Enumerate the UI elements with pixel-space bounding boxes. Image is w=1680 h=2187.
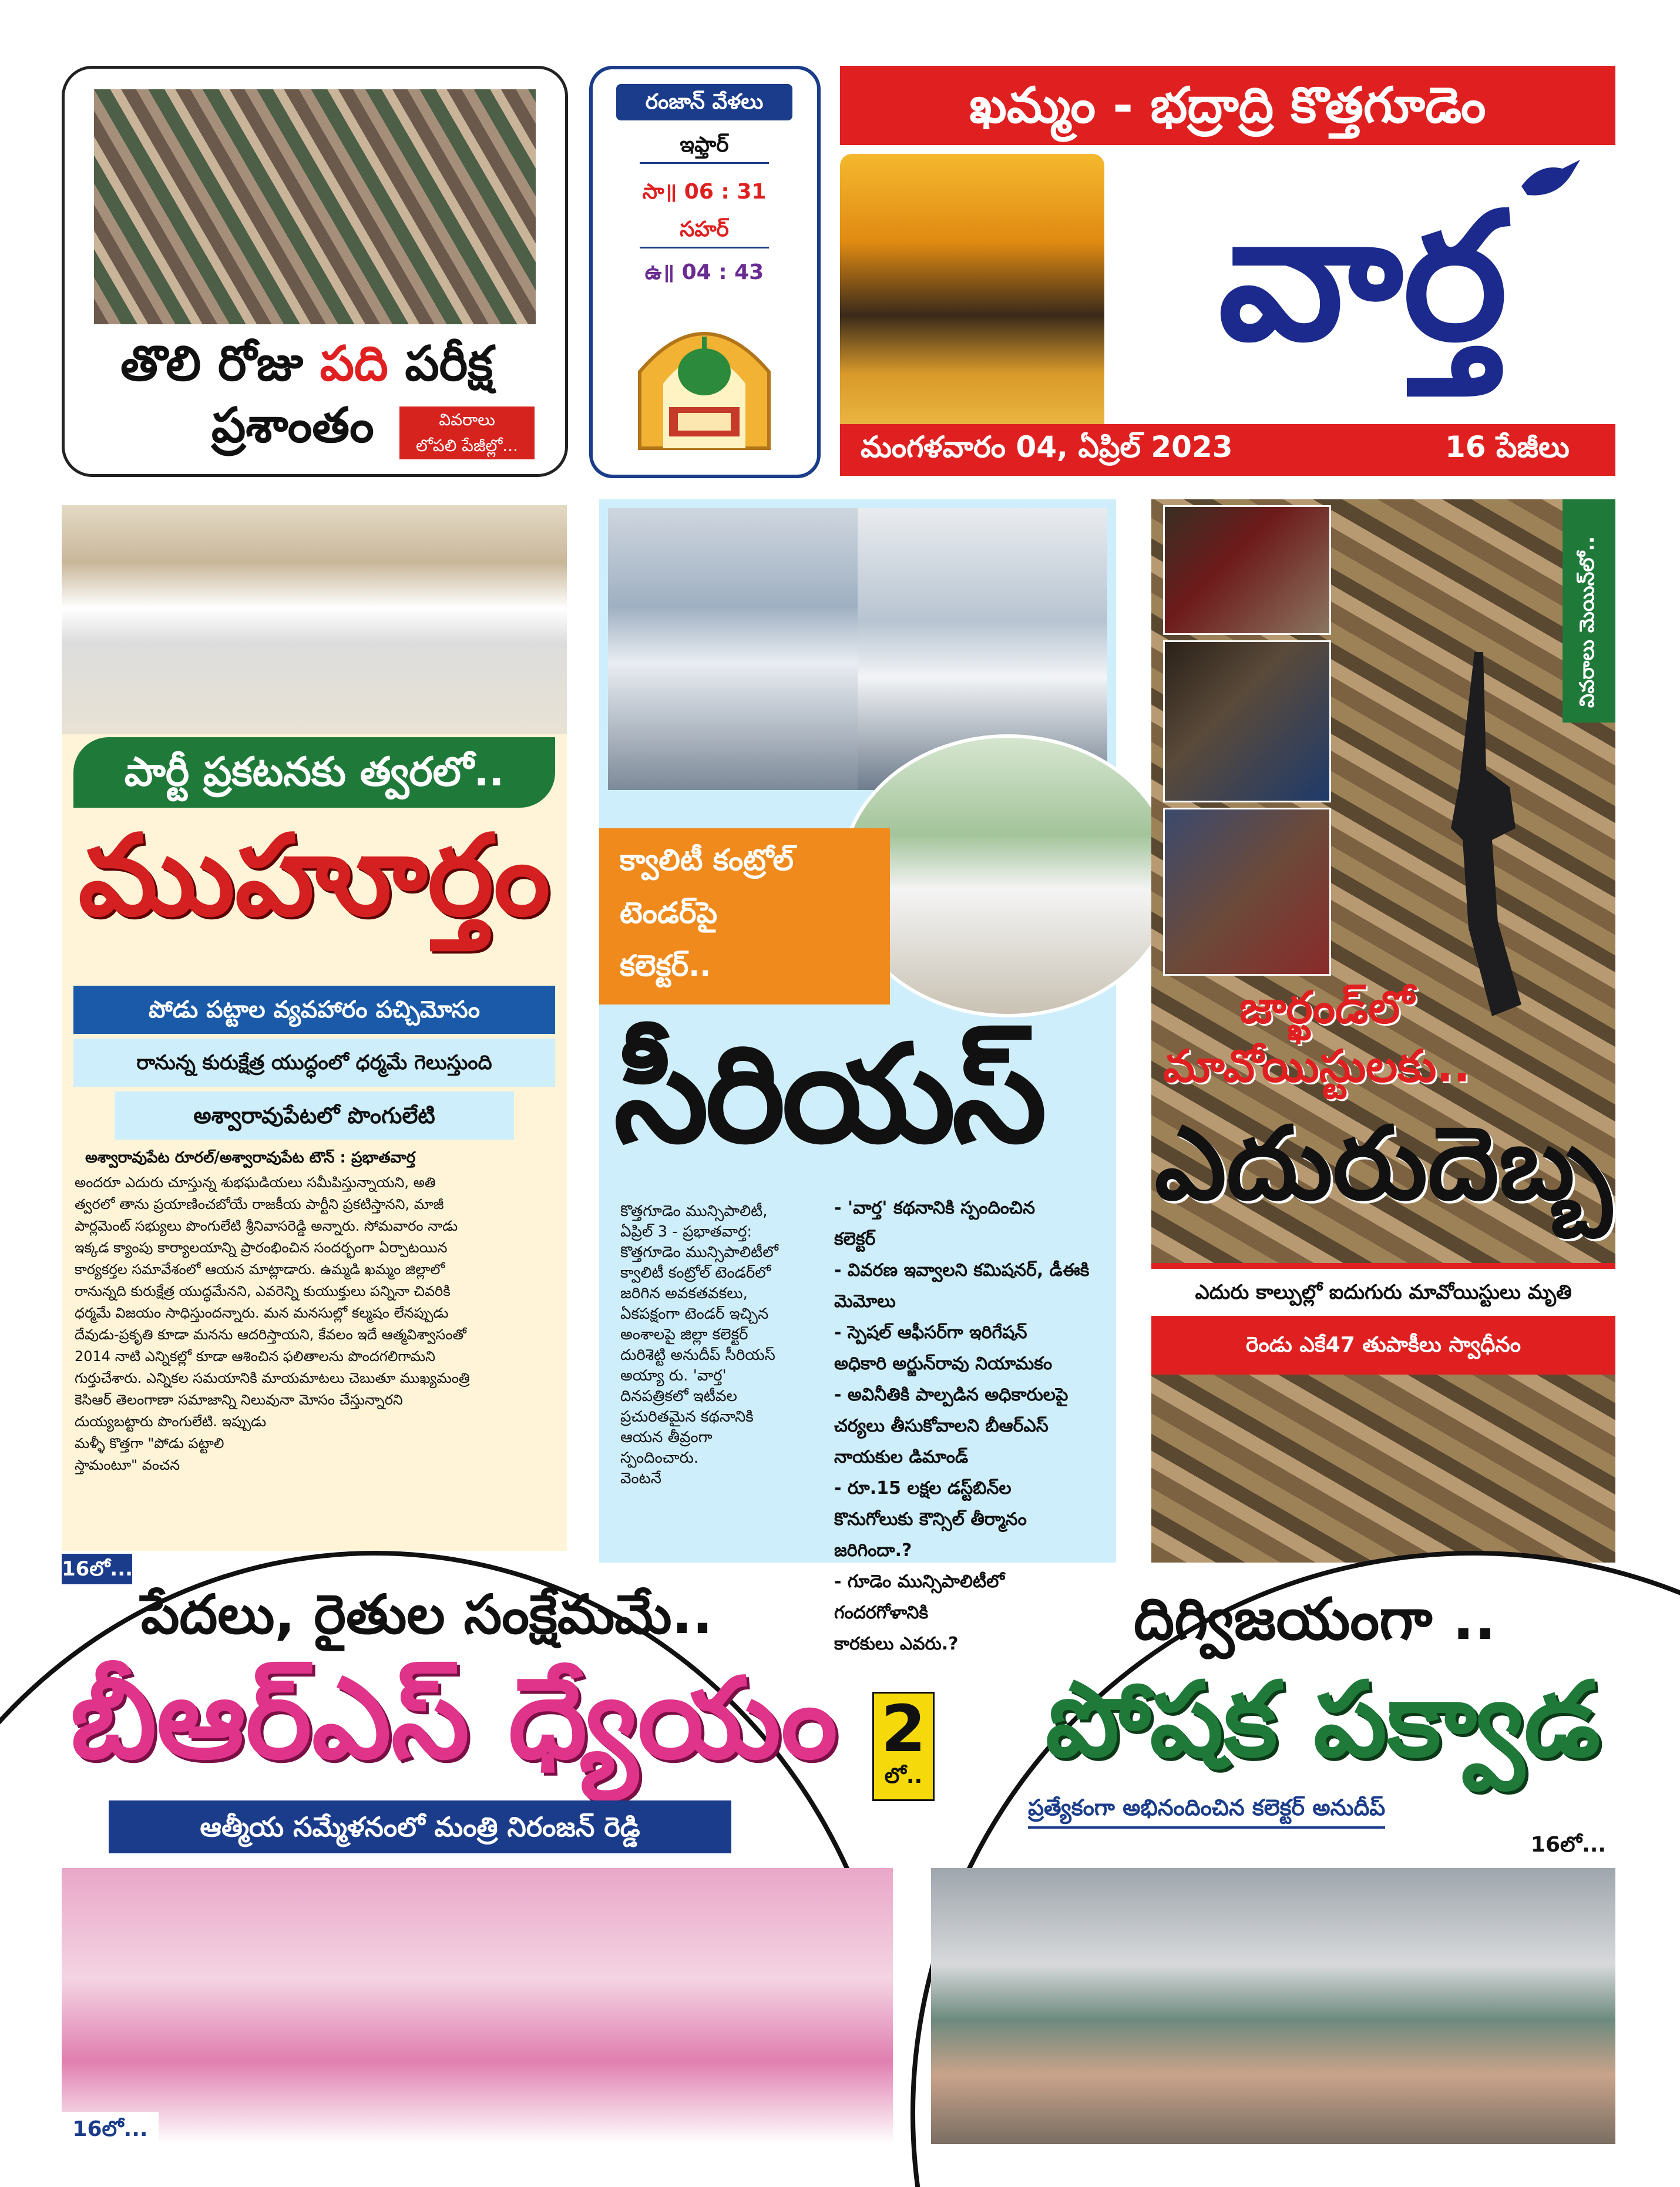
body-line: దుయ్యబట్టారు పొంగులేటి. ఇప్పుడు [75, 1413, 267, 1430]
center-story [599, 499, 1116, 1654]
bullet-line: - గూడెం మున్సిపాలిటీలో [834, 1571, 1004, 1592]
center-body [620, 1201, 844, 1489]
poshaka-jump: 16లో... [1530, 1833, 1607, 1857]
center-kicker-1: క్వాలిటీ కంట్రోల్ [620, 843, 794, 877]
exam-headline-line2: ప్రశాంతం [211, 398, 374, 453]
right-kicker-2: మావోయిస్టులకు.. [1163, 1040, 1471, 1092]
right-headline: ఎదురుదెబ్బ [1154, 1104, 1612, 1222]
bullet-line: - 'వార్త' కథనానికి స్పందించిన [834, 1198, 1036, 1218]
bullet-line: కొనుగోలుకు కౌన్సిల్ తీర్మానం [834, 1509, 1027, 1530]
right-sub-1: ఎదురు కాల్పుల్లో ఐదుగురు మావోయిస్టులు మృతి [1151, 1269, 1615, 1316]
left-story [62, 505, 567, 1551]
body-line: అందరూ ఎదురు చూస్తున్న శుభఘడియలు సమీపిస్తున్నాయని, అతి [75, 1174, 436, 1191]
body-line: 2014 నాటి ఎన్నికల్లో కూడా ఆశించిన ఫలితాలను పొందగలిగామని [75, 1348, 435, 1365]
right-side-tag-text: వివరాలు మెయిన్‌లో.. [1575, 536, 1599, 708]
pongulete-meeting-photo [62, 505, 567, 734]
brs-meeting-photo [62, 1868, 893, 2144]
dove-icon [1516, 157, 1586, 204]
brs-story [0, 1551, 893, 2187]
sahar-label: సహర్ [640, 217, 769, 248]
body-line: మళ్ళీ కొత్తగా "పోడు పట్టాలి [75, 1435, 224, 1452]
poshaka-sub: ప్రత్యేకంగా అభినందించిన కలెక్టర్ అనుదీప్ [1028, 1795, 1385, 1829]
body-photo-1 [1163, 505, 1331, 635]
center-jump-number: 2 [881, 1691, 926, 1766]
body-line: త్వరలో తాను ప్రయాణించబోయే రాజకీయ పార్టీని ప్రకటిస్తానని, మాజీ [75, 1196, 444, 1212]
bullet-line: చర్యలు తీసుకోవాలని బీఆర్ఎస్ [834, 1416, 1049, 1436]
right-side-tag [1563, 499, 1615, 723]
body-line: క్వాలిటీ కంట్రోల్ టెండర్‌లో [620, 1264, 771, 1282]
left-headline: ముహూర్తం [78, 811, 550, 940]
exam-box [62, 66, 568, 477]
body-line: స్తామంటూ" వంచన [75, 1457, 180, 1473]
exam-headline-line1 [120, 336, 493, 404]
bullet-line: - రూ.15 లక్షల డస్ట్‌బిన్‌ల [834, 1478, 1012, 1499]
body-line: దేవుడు-ప్రకృతి కూడా మనను ఆదరిస్తాయని, కేవలం ఇదే ఆత్మవిశ్వాసంతో [75, 1326, 466, 1343]
iftar-label: ఇఫ్తార్ [640, 133, 769, 164]
mosque-icon [628, 301, 781, 460]
collector-office-photo [608, 508, 858, 790]
body-line: దినపత్రికలో ఇటీవల [620, 1388, 737, 1405]
right-sub-2: రెండు ఎకే47 తుపాకీలు స్వాధీనం [1246, 1333, 1521, 1357]
bullet-line: కలెక్టర్ [834, 1229, 876, 1249]
center-kicker-box [599, 828, 890, 1005]
poshaka-kicker: దిగ్విజయంగా .. [1134, 1586, 1496, 1653]
right-kicker-box [1151, 981, 1615, 1104]
exam-headline-part1: తొలి రోజు [120, 336, 304, 392]
bullet-line: గందరగోళానికి [834, 1603, 929, 1623]
body-line: ధర్మమే విజయం సాధిస్తుందన్నారు. మన మనసుల్లో కల్మషం లేనప్పుడు [75, 1305, 449, 1321]
exam-tag-line1: వివరాలు [439, 410, 495, 429]
center-kicker-3: కలెక్టర్.. [620, 949, 711, 983]
brs-kicker: పేదలు, రైతుల సంక్షేమమే.. [141, 1583, 713, 1646]
brs-sub: ఆత్మీయ సమ్మేళనంలో మంత్రి నిరంజన్ రెడ్డి [109, 1800, 731, 1853]
bullet-line: - స్పెషల్ ఆఫీసర్‌గా ఇరిగేషన్ [834, 1322, 1027, 1343]
rifle-icon [1404, 652, 1545, 1028]
body-photo-2 [1163, 640, 1331, 802]
center-headline: సీరియస్ [614, 1016, 1044, 1173]
body-line: జరిగిన అవకతవకలు, [620, 1285, 748, 1302]
body-line: గుర్తుచేశారు. ఎన్నికల సమయానికి మాయమాటలు చెబుతూ ముఖ్యమంత్రి [75, 1370, 470, 1386]
left-kicker: పార్టీ ప్రకటనకు త్వరలో.. [73, 737, 555, 808]
center-jump-suffix: లో.. [884, 1764, 923, 1788]
body-line: స్పందించారు. [620, 1449, 699, 1467]
body-line: అయ్యా రు. 'వార్త' [620, 1367, 727, 1385]
body-line: పార్లమెంట్ సభ్యులు పొంగులేటి శ్రీనివాసరెడ్డి అన్నారు. సోమవారం నాడు [75, 1218, 458, 1234]
body-photo-3 [1163, 808, 1331, 976]
masthead-pages: 16 పేజీలు [1445, 430, 1570, 464]
exam-headline-part2: పరీక్ష [405, 336, 493, 392]
body-line: కొత్తగూడెం మున్సిపాలిటీలో [620, 1244, 778, 1261]
brs-jump: 16లో... [62, 1554, 132, 1584]
body-line: ఆయన తీవ్రంగా [620, 1429, 713, 1446]
masthead-region: ఖమ్మం - భద్రాద్రి కొత్తగూడెం [840, 66, 1615, 145]
left-sub-1: పోడు పట్టాల వ్యవహారం పచ్చిమోసం [73, 986, 555, 1034]
body-line: కార్యకర్తల సమావేశంలో ఆయన మాట్లాడారు. ఉమ్మడి ఖమ్మం జిల్లాలో [75, 1261, 445, 1278]
masthead-date: మంగళవారం 04, ఏప్రిల్ 2023 [861, 430, 1233, 464]
right-kicker-1: జార్ఖండ్‌లో [1239, 981, 1414, 1033]
left-dateline: అశ్వారావుపేట రూరల్/అశ్వారావుపేట టౌన్ : ప్రభాతవార్త [85, 1149, 416, 1167]
left-body [75, 1172, 556, 1476]
right-story [1151, 499, 1615, 1563]
bullet-line: అధికారి అర్జున్‌రావు నియామకం [834, 1353, 1053, 1374]
masthead-logo: వార్త [1218, 174, 1508, 379]
body-line: ఏకపక్షంగా టెండర్ ఇచ్చిన [620, 1305, 769, 1323]
sahar-time: ఉ॥ 04 : 43 [644, 260, 764, 284]
body-line: వెంటనే [620, 1470, 661, 1487]
bullet-line: - అవినీతికి పాల్పడిన అధికారులపై [834, 1385, 1069, 1405]
ramzan-box [589, 66, 821, 478]
center-kicker-2: టెండర్‌పై [620, 896, 718, 930]
body-line: కెసిఆర్ తెలంగాణా సమాజాన్ని నిలువునా మోసం చేస్తున్నారని [75, 1392, 403, 1408]
masthead [840, 66, 1615, 477]
bullet-line: కారకులు ఎవరు.? [834, 1634, 959, 1654]
iftar-time: సా॥ 06 : 31 [642, 180, 767, 204]
body-line: కొత్తగూడెం మున్సిపాలిటీ, [620, 1202, 768, 1220]
exam-crowd-photo [94, 89, 536, 324]
temple-photo [840, 154, 1104, 448]
exam-tag-line2: లోపలి పేజీల్లో... [415, 436, 519, 455]
right-sub-box [1151, 1263, 1615, 1375]
bullet-line: జరిగిందా.? [834, 1540, 912, 1561]
bullet-line: మెమోలు [834, 1291, 896, 1312]
poshaka-headline: పోషక పక్వాడ [1046, 1659, 1601, 1780]
body-line: ప్రచురితమైన కథనానికి [620, 1408, 754, 1426]
councillors-circle-photo [840, 734, 1176, 1017]
brs-headline: బీఆర్ఎస్ ధ్యేయం [70, 1654, 838, 1783]
bullet-line: నాయకుల డిమాండ్ [834, 1447, 969, 1467]
ramzan-title: రంజాన్ వేళలు [616, 84, 792, 120]
body-line: అంశాలపై జిల్లా కలెక్టర్ [620, 1326, 748, 1343]
body-line: దురిశెట్టి అనుదీప్ సీరియస్ [620, 1346, 775, 1364]
body-line: ఇక్కడ క్యాంపు కార్యాలయాన్ని ప్రారంభించిన సందర్భంగా ఏర్పాటయిన [75, 1239, 448, 1256]
left-sub-3: అశ్వారావుపేటలో పొంగులేటి [115, 1091, 514, 1140]
exam-inside-tag [399, 407, 535, 459]
poshaka-event-photo [931, 1868, 1615, 2144]
bullet-line: - వివరణ ఇవ్వాలని కమిషనర్, డీఈకి [834, 1260, 1090, 1281]
brs-jump-bottom: 16లో... [62, 2112, 159, 2147]
body-line: రానున్నది కురుక్షేత్ర యుద్ధమేనని, ఎవరెన్ని కుయుక్తులు పన్నినా చివరికి [75, 1283, 451, 1299]
left-sub-2: రానున్న కురుక్షేత్ర యుద్ధంలో ధర్మమే గెలుస్తుంది [73, 1039, 555, 1087]
poshaka-story [910, 1551, 1680, 2187]
body-line: ఏప్రిల్ 3 - ప్రభాతవార్త: [620, 1223, 752, 1241]
exam-headline-highlight: పది [320, 336, 388, 392]
